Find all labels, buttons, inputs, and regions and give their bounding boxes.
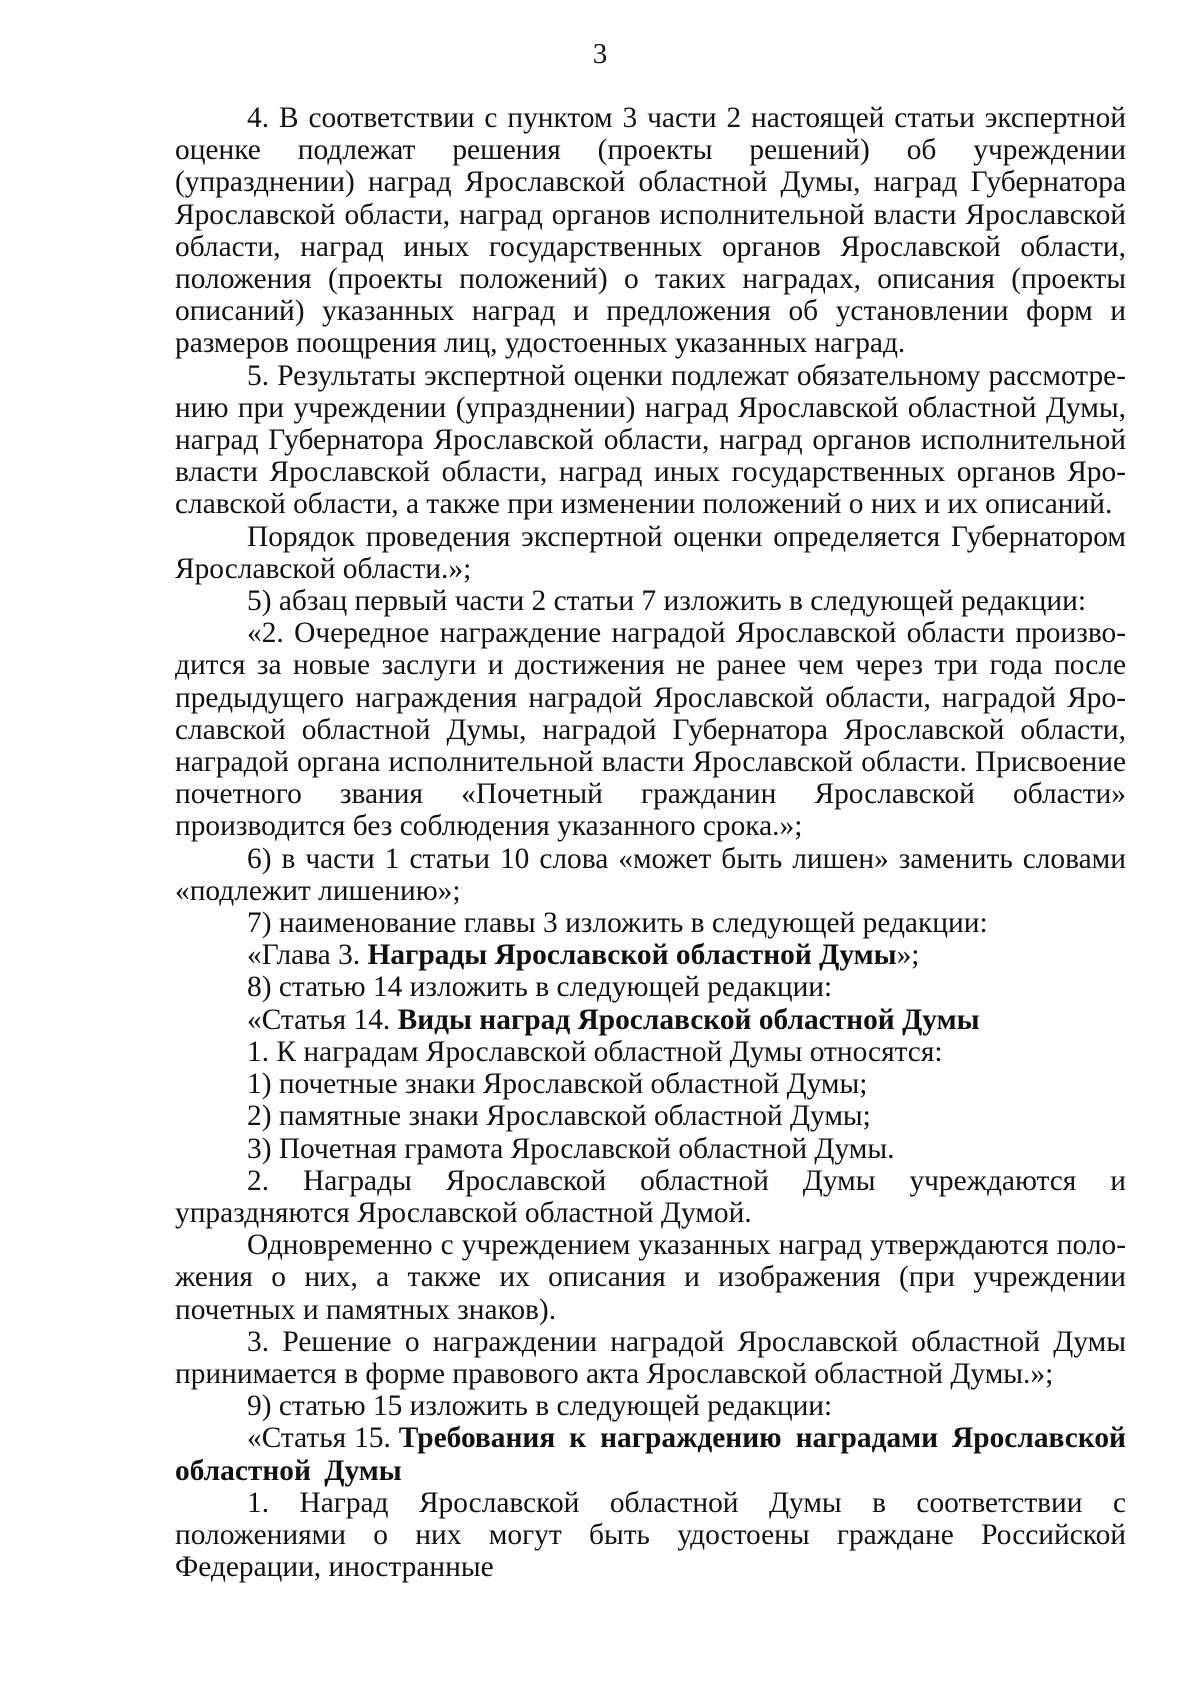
paragraph-amendment-9: 9) статью 15 изложить в следующей редакции: <box>247 1390 833 1423</box>
paragraph-amendment-7: 7) наименование главы 3 изложить в следующей редакции: <box>247 907 988 940</box>
article-14-list-item-1: 1) почетные знаки Ярославской областной Думы; <box>247 1068 868 1101</box>
paragraph-amendment-6: 6) в части 1 статьи 10 слова «может быть лишен» заменить словами «подлежит лишению»; <box>175 842 1126 907</box>
article-15-part-1: 1. Наград Ярославской областной Думы в соответствии с положениями о них могут быть удостоены граждане Российской Федерации, иностранные <box>175 1486 1126 1584</box>
paragraph-amendment-8: 8) статью 14 изложить в следующей редакции: <box>247 971 833 1004</box>
article-14-title: Виды наград Ярославской областной Думы <box>397 1003 980 1036</box>
article-14-prefix: «Статья 14. <box>247 1003 398 1036</box>
chapter-3-prefix: «Глава 3. <box>247 939 368 972</box>
article-15-prefix: «Статья 15. <box>247 1422 399 1455</box>
paragraph-item-4: 4. В соответствии с пунктом 3 части 2 настоящей статьи экспертной оценке подлежат решения (проекты решений) об учреждении (упразднении) наград Ярославской областной Думы, наград Губернатора Ярославской области, наград органов исполнительной власти Ярославской области, наград иных государственных органов Ярославской области, положения (проекты положений) о таких наградах, описания (проекты описаний) указанных наград и предложения об установлении форм и размеров поощрения лиц, удостоенных указанных наград. <box>175 102 1126 360</box>
chapter-3-title: Награды Ярославской областной Думы <box>367 939 897 972</box>
paragraph-item-5: 5. Результаты экспертной оценки подлежат обязательному рассмотрению при учреждении (упразднении) наград Ярославской областной Думы, наград Губернатора Ярославской области, наград органов исполнительной власти Ярославской области, наград иных государственных органов Ярославской области, а также при изменении положений о них и их описаний. <box>175 359 1126 521</box>
document-body <box>175 102 1126 1583</box>
paragraph-amendment-5: 5) абзац первый части 2 статьи 7 изложить в следующей редакции: <box>247 585 1086 618</box>
article-14-list-item-3: 3) Почетная грамота Ярославской областной Думы. <box>247 1132 895 1165</box>
chapter-3-heading <box>175 939 1126 971</box>
article-14-part-1: 1. К наградам Ярославской областной Думы относятся: <box>247 1035 943 1068</box>
article-15-title: Требования к награждению наградами Ярославской областной Думы <box>175 1422 1126 1487</box>
article-14-part-3: 3. Решение о награждении наградой Ярославской областной Думы принимается в форме правового акта Ярославской областной Думы.»; <box>175 1325 1126 1390</box>
article-14-part-2-continued: Одновременно с учреждением указанных наград утверждаются положения о них, а также их описания и изображения (при учреждении почетных и памятных знаков). <box>175 1229 1126 1326</box>
article-15-heading <box>175 1422 1126 1486</box>
page-number: 3 <box>592 38 608 70</box>
article-14-list-item-2: 2) памятные знаки Ярославской областной Думы; <box>247 1100 871 1133</box>
paragraph-quoted-part-2: «2. Очередное награждение наградой Ярославской области производится за новые заслуги и достижения не ранее чем через три года после предыдущего награждения наградой Ярославской области, наградой Ярославской областной Думы, наградой Губернатора Ярославской области, наградой органа исполнительной власти Ярославской области. Присвоение почетного звания «Почетный гражданин Ярославской области» производится без соблюдения указанного срока.»; <box>175 617 1126 843</box>
article-14-part-2: 2. Награды Ярославской областной Думы учреждаются и упраздняются Ярославской областной Думой. <box>175 1164 1126 1229</box>
paragraph-assessment-procedure: Порядок проведения экспертной оценки определяется Губернатором Ярославской области.»; <box>175 520 1126 585</box>
chapter-3-suffix: »; <box>896 939 920 972</box>
article-14-heading <box>175 1004 1126 1036</box>
